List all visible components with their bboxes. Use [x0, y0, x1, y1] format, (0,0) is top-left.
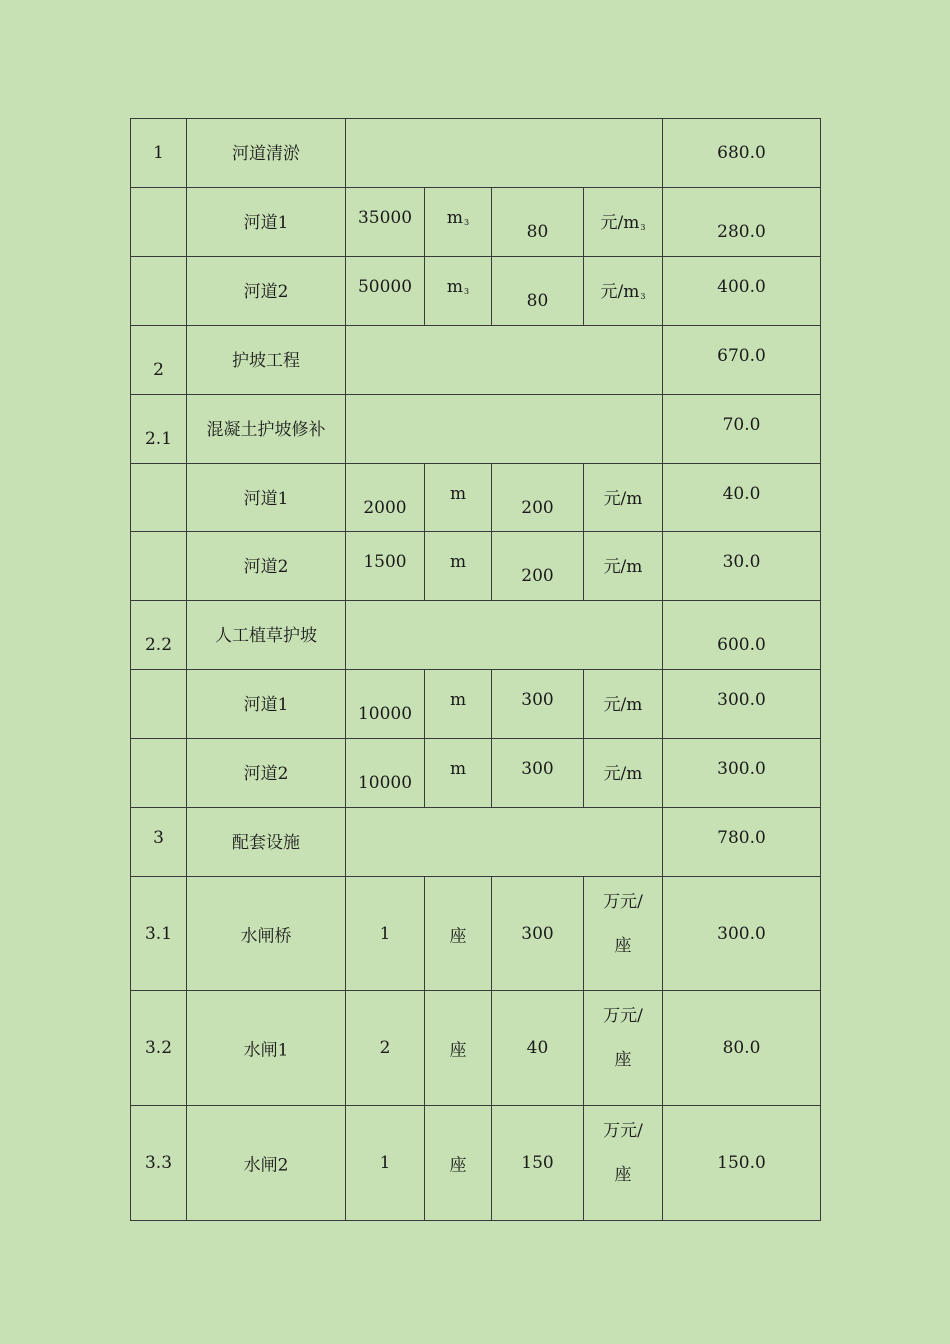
item-name-cell: 水闸桥 — [187, 877, 346, 991]
item-name-cell: 河道1 — [187, 464, 346, 532]
total-cell: 670.0 — [663, 326, 821, 395]
merged-empty-cell — [346, 395, 663, 464]
item-name-cell: 护坡工程 — [187, 326, 346, 395]
unit-price-cell: 300 — [492, 670, 584, 739]
item-name-cell: 河道2 — [187, 532, 346, 601]
unit-cell: 座 — [425, 877, 492, 991]
unit-cell: $m_3$ — [425, 188, 492, 257]
price-unit-cell: 元/m — [584, 670, 663, 739]
total-cell: 600.0 — [663, 601, 821, 670]
quantity-cell: 50000 — [346, 257, 425, 326]
unit-price-cell: 300 — [492, 739, 584, 808]
price-unit-cell: 元$/m_3$ — [584, 188, 663, 257]
price-unit-cell: 元$/m_3$ — [584, 257, 663, 326]
total-cell: 40.0 — [663, 464, 821, 532]
quantity-cell: 10000 — [346, 739, 425, 808]
table-row — [131, 991, 821, 1106]
table-row — [131, 532, 821, 601]
item-no-cell: 2.1 — [131, 395, 187, 464]
item-name-cell: 河道清淤 — [187, 119, 346, 188]
table-row — [131, 601, 821, 670]
table-row — [131, 395, 821, 464]
unit-cell: m — [425, 532, 492, 601]
quantity-cell: 1 — [346, 1106, 425, 1221]
item-no-cell: 3.3 — [131, 1106, 187, 1221]
unit-cell: 座 — [425, 991, 492, 1106]
price-unit-cell: 元/m — [584, 532, 663, 601]
item-no-cell: 1 — [131, 119, 187, 188]
item-no-cell: 3 — [131, 808, 187, 877]
table-row — [131, 739, 821, 808]
total-cell: 300.0 — [663, 877, 821, 991]
item-no-cell — [131, 739, 187, 808]
total-cell: 280.0 — [663, 188, 821, 257]
merged-empty-cell — [346, 808, 663, 877]
item-no-cell — [131, 464, 187, 532]
table-row — [131, 808, 821, 877]
merged-empty-cell — [346, 601, 663, 670]
item-no-cell — [131, 670, 187, 739]
total-cell: 300.0 — [663, 739, 821, 808]
item-name-cell: 配套设施 — [187, 808, 346, 877]
item-name-cell: 河道2 — [187, 739, 346, 808]
unit-price-cell: 200 — [492, 532, 584, 601]
total-cell: 780.0 — [663, 808, 821, 877]
price-unit-cell: 万元/ 座 — [584, 877, 663, 991]
item-name-cell: 水闸1 — [187, 991, 346, 1106]
table-row — [131, 877, 821, 991]
table-row — [131, 257, 821, 326]
item-no-cell: 3.1 — [131, 877, 187, 991]
price-unit-cell: 元/m — [584, 739, 663, 808]
item-no-cell — [131, 257, 187, 326]
unit-cell: m — [425, 739, 492, 808]
unit-cell: m — [425, 670, 492, 739]
unit-cell: m — [425, 464, 492, 532]
unit-price-cell: 80 — [492, 257, 584, 326]
unit-price-cell: 150 — [492, 1106, 584, 1221]
item-name-cell: 混凝土护坡修补 — [187, 395, 346, 464]
item-no-cell — [131, 532, 187, 601]
table-row — [131, 1106, 821, 1221]
merged-empty-cell — [346, 119, 663, 188]
total-cell: 300.0 — [663, 670, 821, 739]
item-name-cell: 河道2 — [187, 257, 346, 326]
table-row — [131, 670, 821, 739]
unit-price-cell: 40 — [492, 991, 584, 1106]
total-cell: 680.0 — [663, 119, 821, 188]
item-name-cell: 人工植草护坡 — [187, 601, 346, 670]
item-no-cell: 3.2 — [131, 991, 187, 1106]
quantity-cell: 2 — [346, 991, 425, 1106]
unit-cell: $m_3$ — [425, 257, 492, 326]
item-name-cell: 水闸2 — [187, 1106, 346, 1221]
quantity-cell: 1 — [346, 877, 425, 991]
item-no-cell — [131, 188, 187, 257]
item-no-cell: 2.2 — [131, 601, 187, 670]
total-cell: 150.0 — [663, 1106, 821, 1221]
price-unit-cell: 元/m — [584, 464, 663, 532]
item-name-cell: 河道1 — [187, 670, 346, 739]
total-cell: 70.0 — [663, 395, 821, 464]
total-cell: 80.0 — [663, 991, 821, 1106]
unit-price-cell: 80 — [492, 188, 584, 257]
table-row — [131, 326, 821, 395]
price-unit-cell: 万元/ 座 — [584, 1106, 663, 1221]
table-row — [131, 188, 821, 257]
unit-price-cell: 200 — [492, 464, 584, 532]
cost-estimate-table — [130, 118, 821, 1221]
item-name-cell: 河道1 — [187, 188, 346, 257]
unit-cell: 座 — [425, 1106, 492, 1221]
merged-empty-cell — [346, 326, 663, 395]
quantity-cell: 10000 — [346, 670, 425, 739]
quantity-cell: 1500 — [346, 532, 425, 601]
total-cell: 400.0 — [663, 257, 821, 326]
unit-price-cell: 300 — [492, 877, 584, 991]
price-unit-cell: 万元/ 座 — [584, 991, 663, 1106]
table-row — [131, 119, 821, 188]
item-no-cell: 2 — [131, 326, 187, 395]
total-cell: 30.0 — [663, 532, 821, 601]
quantity-cell: 2000 — [346, 464, 425, 532]
quantity-cell: 35000 — [346, 188, 425, 257]
table-row — [131, 464, 821, 532]
